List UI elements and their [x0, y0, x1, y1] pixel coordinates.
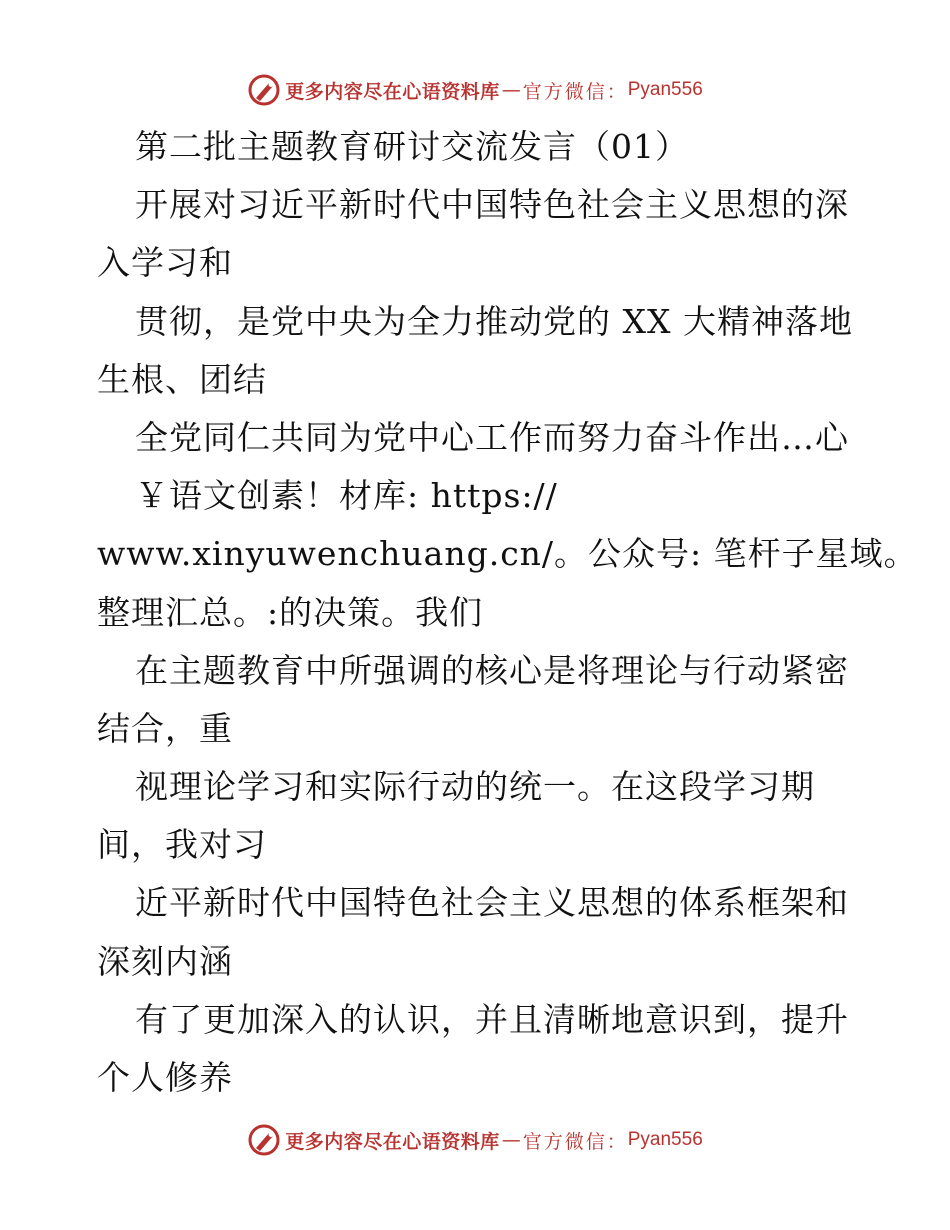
- paragraph-line: 整理汇总。:的决策。我们: [97, 592, 484, 632]
- banner-official-label: 官方微信：: [522, 80, 628, 103]
- footer-banner: [0, 1120, 950, 1160]
- pen-logo-icon: [247, 1123, 281, 1157]
- banner-dash: —: [501, 1129, 521, 1151]
- paragraph-line: 有了更加深入的认识，并且清晰地意识到，提升: [135, 999, 849, 1039]
- pen-logo-icon: [247, 73, 281, 107]
- paragraph-line: www.xinyuwenchuang.cn/。公众号: 笔杆子星域。: [97, 534, 918, 574]
- banner-wechat-id: Pyan556: [627, 79, 703, 100]
- paragraph-line: 近平新时代中国特色社会主义思想的体系框架和: [135, 883, 849, 923]
- document-body: [97, 118, 918, 1107]
- paragraph-line: 深刻内涵: [97, 941, 233, 981]
- banner-wechat-id: Pyan556: [627, 1129, 703, 1150]
- banner-text: 更多内容尽在心语资料库: [285, 80, 500, 103]
- paragraph-line: 开展对习近平新时代中国特色社会主义思想的深: [135, 185, 849, 225]
- banner-text: 更多内容尽在心语资料库: [285, 1130, 500, 1153]
- header-banner: [0, 70, 950, 110]
- paragraph-line: 入学习和: [97, 243, 233, 283]
- banner-official-label: 官方微信：: [522, 1130, 628, 1153]
- paragraph-line: 结合，重: [97, 708, 233, 748]
- paragraph-line: 个人修养: [97, 1058, 233, 1097]
- paragraph-line: 视理论学习和实际行动的统一。在这段学习期: [135, 767, 815, 807]
- banner-dash: —: [501, 79, 521, 101]
- paragraph-line: 全党同仁共同为党中心工作而努力奋斗作出…心: [135, 417, 849, 457]
- paragraph-line: 间，我对习: [97, 825, 267, 865]
- paragraph-line: 贯彻，是党中央为全力推动党的 XX 大精神落地: [135, 301, 853, 341]
- paragraph-line: 在主题教育中所强调的核心是将理论与行动紧密: [135, 650, 849, 690]
- paragraph-line: ￥语文创素！材库: https://: [135, 476, 558, 516]
- document-title: 第二批主题教育研讨交流发言（01）: [135, 127, 689, 166]
- paragraph-line: 生根、团结: [97, 359, 267, 399]
